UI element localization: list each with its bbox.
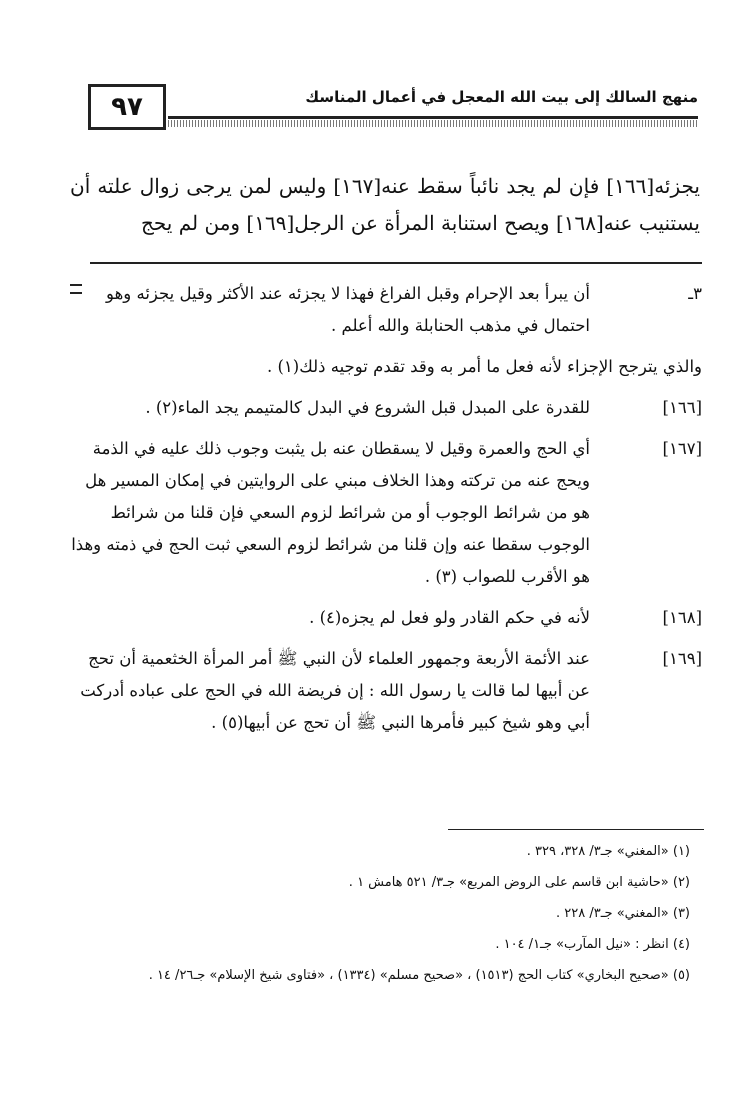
note-167 bbox=[70, 433, 702, 593]
page-header bbox=[88, 84, 698, 134]
page-number: ٩٧ bbox=[88, 84, 166, 130]
text-notes-separator bbox=[90, 262, 702, 264]
note-169 bbox=[70, 643, 702, 739]
note-tag: [١٦٦] bbox=[662, 398, 702, 417]
header-rule bbox=[168, 116, 698, 119]
footnote-1: (١) «المغني» جـ٣/ ٣٢٨، ٣٢٩ . bbox=[526, 844, 690, 859]
note-text: عند الأئمة الأربعة وجمهور العلماء لأن النبي ﷺ أمر المرأة الخثعمية أن تحج عن أبيها لما قالت يا رسول الله : إن فريضة الله في الحج على عباده أدركت أبي وهو شيخ كبير فأمرها النبي ﷺ أن تحج عن أبيها(٥) . bbox=[80, 649, 590, 732]
footnote-rule bbox=[448, 829, 704, 830]
note-tag: ٣ـ bbox=[688, 284, 702, 303]
note-166 bbox=[70, 392, 702, 424]
footnote-3: (٣) «المغني» جـ٣/ ٢٢٨ . bbox=[556, 906, 690, 921]
note-tag: [١٦٩] bbox=[662, 649, 702, 668]
note-text: للقدرة على المبدل قبل الشروع في البدل كالمتيمم يجد الماء(٢) . bbox=[145, 398, 590, 417]
note-text: أي الحج والعمرة وقيل لا يسقطان عنه بل يثبت وجوب ذلك عليه في الذمة ويحج عنه من تركته وهذا الخلاف مبني على الروايتين في إمكان المسير هل هو من شرائط الوجوب أو من شرائط لزوم السعي فإن قلنا من شرائط الوجوب سقطا عنه وإن قلنا من شرائط لزوم السعي ثبت الحج في ذمته وهذا هو الأقرب للصواب (٣) . bbox=[71, 439, 590, 586]
footnotes bbox=[60, 836, 690, 991]
footnote-4: (٤) انظر : «نيل المآرب» جـ١/ ١٠٤ . bbox=[495, 937, 690, 952]
header-hatch-rule bbox=[168, 120, 698, 127]
commentary-notes bbox=[70, 278, 702, 748]
note-text: أن يبرأ بعد الإحرام وقبل الفراغ فهذا لا يجزئه عند الأكثر وقيل يجزئه وهو احتمال في مذهب الحنابلة والله أعلم . bbox=[106, 284, 590, 335]
continuation-mark bbox=[70, 284, 82, 294]
note-preferred: والذي يترجح الإجزاء لأنه فعل ما أمر به وقد تقدم توجيه ذلك(١) . bbox=[266, 357, 702, 376]
running-title: منهج السالك إلى بيت الله المعجل في أعمال المناسك bbox=[305, 88, 698, 106]
note-text: لأنه في حكم القادر ولو فعل لم يجزه(٤) . bbox=[309, 608, 590, 627]
note-point-3 bbox=[70, 278, 702, 342]
note-168 bbox=[70, 602, 702, 634]
main-text: يجزئه[١٦٦] فإن لم يجد نائباً سقط عنه[١٦٧] وليس لمن يرجى زوال علته أن يستنيب عنه[١٦٨] ويصح استنابة المرأة عن الرجل[١٦٩] ومن لم يحج bbox=[70, 174, 700, 235]
footnote-2: (٢) «حاشية ابن قاسم على الروض المربع» جـ٣/ ٥٢١ هامش ١ . bbox=[348, 875, 690, 890]
note-tag: [١٦٨] bbox=[662, 608, 702, 627]
footnote-5: (٥) «صحيح البخاري» كتاب الحج (١٥١٣) ، «صحيح مسلم» (١٣٣٤) ، «فتاوى شيخ الإسلام» جـ٢٦/ ١٤ . bbox=[148, 968, 690, 983]
note-tag: [١٦٧] bbox=[662, 439, 702, 458]
